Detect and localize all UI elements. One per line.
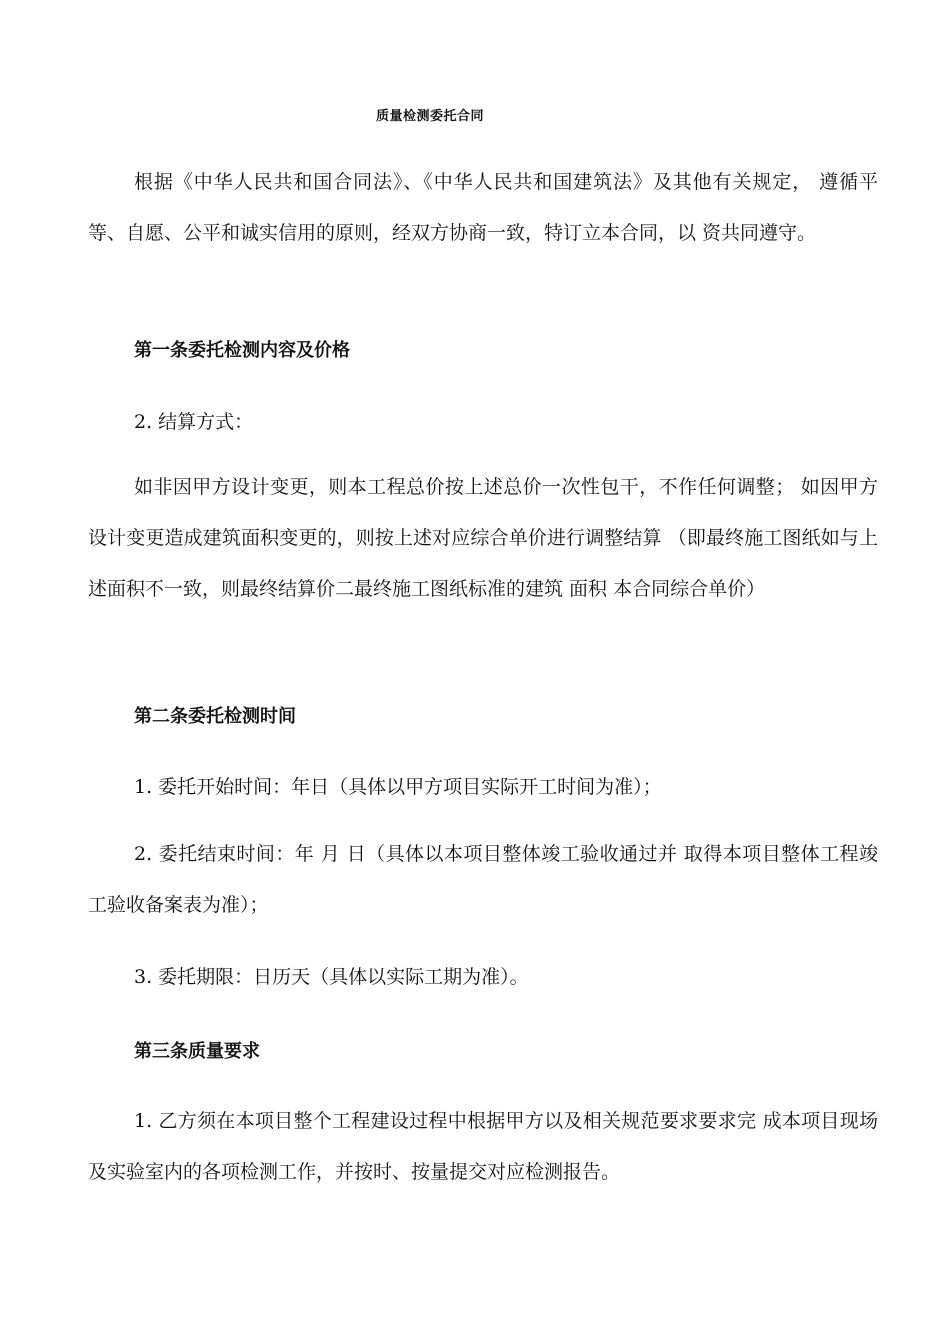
article-1-heading: 第一条委托检测内容及价格 [134,340,350,361]
article-2-item-2: 2. 委托结束时间：年 月 日（具体以本项目整体竣工验收通过并 取得本项目整体工程竣工验收备案表为准）； [88,843,878,916]
settlement-paragraph: 如非因甲方设计变更，则本工程总价按上述总价一次性包干，不作任何调整； 如因甲方设计变更造成建筑面积变更的，则按上述对应综合单价进行调整结算 （即最终施工图纸如与上述面积不一致，则最终结算价二最终施工图纸标准的建筑 面积 本合同综合单价） [88,476,878,600]
article-1-item-2: 2. 结算方式： [134,411,254,433]
article-2-item-1: 1. 委托开始时间：年日（具体以甲方项目实际开工时间为准）； [134,776,662,798]
article-2-heading: 第二条委托检测时间 [134,706,296,727]
article-3-heading: 第三条质量要求 [134,1041,260,1062]
document-title: 质量检测委托合同 [375,109,484,124]
article-3-item-1: 1. 乙方须在本项目整个工程建设过程中根据甲方以及相关规范要求要求完 成本项目现场及实验室内的各项检测工作，并按时、按量提交对应检测报告。 [88,1110,878,1183]
article-2-item-3: 3. 委托期限：日历天（具体以实际工期为准）。 [134,966,529,988]
intro-paragraph: 根据《中华人民共和国合同法》、《中华人民共和国建筑法》及其他有关规定， 遵循平等、自愿、公平和诚实信用的原则，经双方协商一致，特订立本合同，以 资共同遵守。 [88,171,878,244]
